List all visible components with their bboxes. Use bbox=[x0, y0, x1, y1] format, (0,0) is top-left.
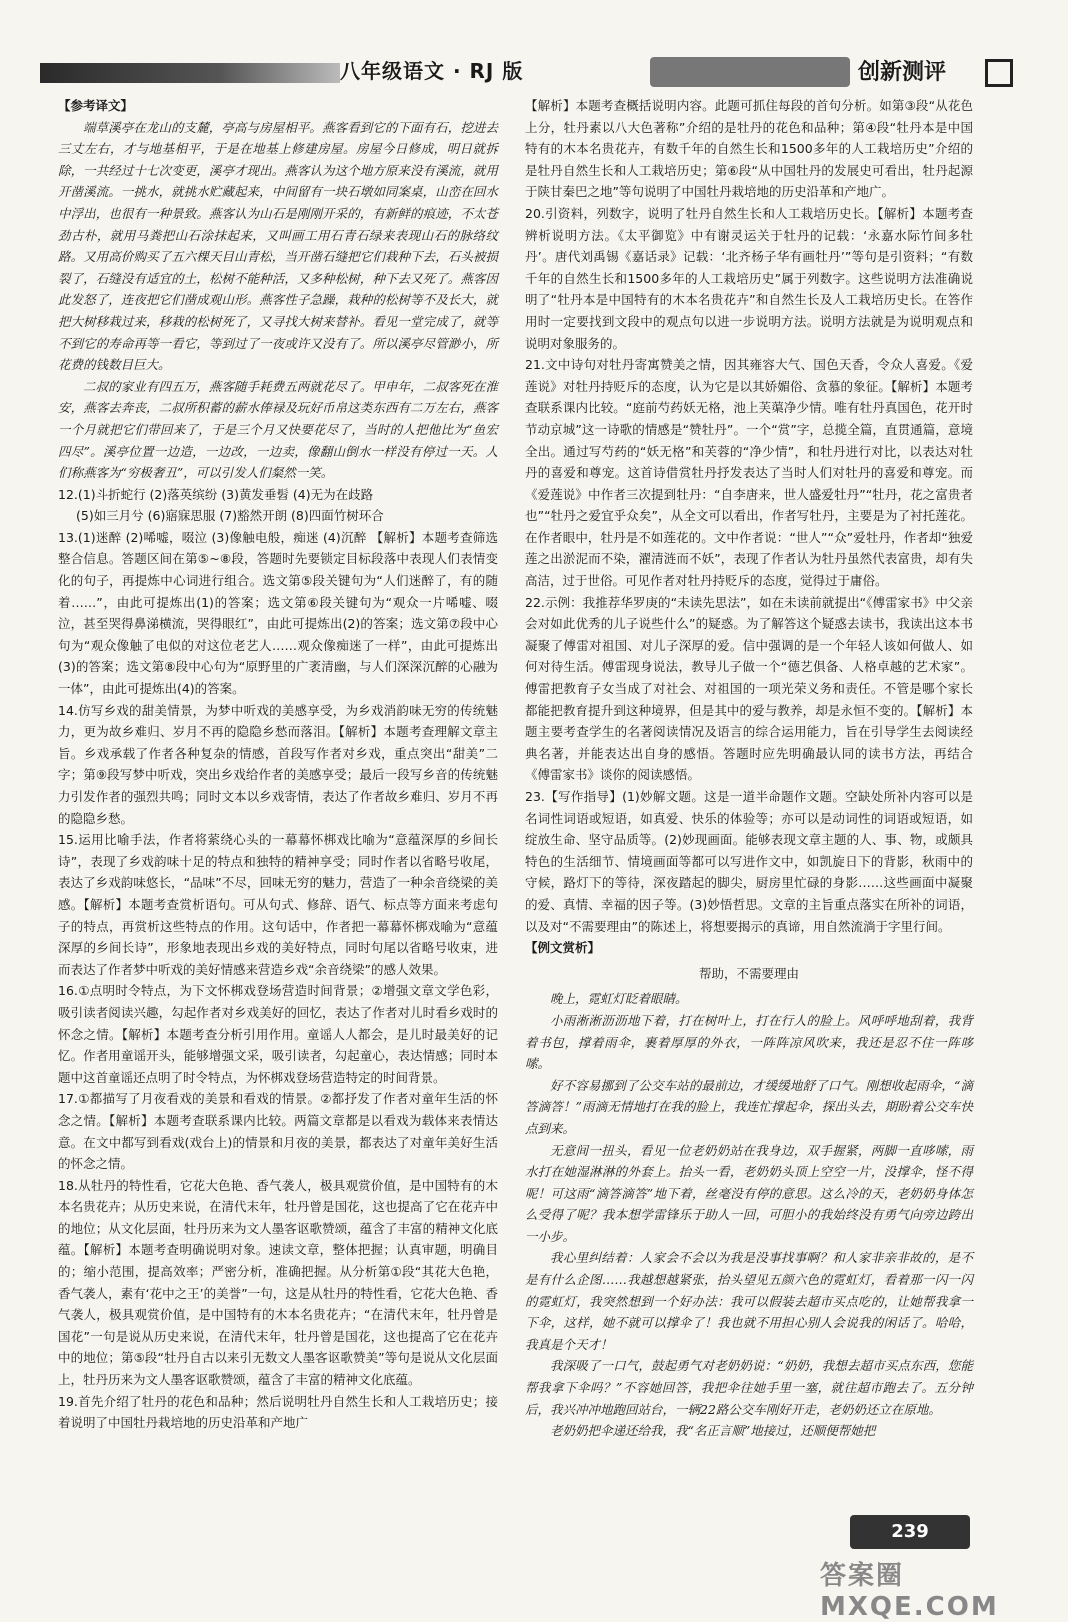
answer-15: 15.运用比喻手法，作者将萦绕心头的一幕幕怀梆戏比喻为“意蕴深厚的乡间长诗”，表现了乡戏韵味十足的特点和独特的精神享受；同时作者以省略号收尾，表达了乡戏韵味悠长，“品味”不尽，回味无穷的魅力，营造了一种余音绕梁的美感。【解析】本题考查赏析语句。可从句式、修辞、语气、标点等方面来考虑句子的特点，再赏析这些特点的作用。这句话中，作者把一幕幕怀梆戏喻为“意蕴深厚的乡间长诗”，形象地表现出乡戏的美好特点，同时句尾以省略号收束，进而表达了作者梦中听戏的美好情感来营造乡戏“余音绕梁”的感人效果。 bbox=[58, 832, 498, 977]
answer-20: 20.引资料，列数字，说明了牡丹自然生长和人工栽培历史长。【解析】本题考查辨析说明方法。《太平御览》中有谢灵运关于牡丹的记载：‘永嘉水际竹间多牡丹’。唐代刘禹锡《嘉话录》记载：‘北齐杨子华有画牡丹’”等句是引资料；“有数千年的自然生长和1500多年的人工栽培历史”属于列数字。这些说明方法准确说明了“牡丹本是中国特有的木本名贵花卉”和自然生长及人工栽培历史长。在答作用时一定要找到文段中的观点句以进一步说明方法。说明方法就是为说明观点和说明对象服务的。 bbox=[525, 205, 973, 351]
answer-12a: 12.(1)斗折蛇行 (2)落英缤纷 (3)黄发垂髫 (4)无为在歧路 bbox=[58, 486, 374, 502]
watermark: 答案圈 MXQE.COM bbox=[820, 1561, 999, 1622]
answer-19-analysis: 【解析】本题考查概括说明内容。此题可抓住每段的首句分析。如第③段“从花色上分，牡丹素以八大色著称”介绍的是牡丹的花色和品种；第④段“牡丹本是中国特有的木本名贵花卉，有数千年的自然生长和1500多年的人工栽培历史”介绍的是牡丹自然生长和人工栽培历史；第⑥段“从中国牡丹的发展史可看出，牡丹起源于陕甘秦巴之地”等句说明了中国牡丹栽培地的历史沿革和产地广。 bbox=[525, 98, 973, 200]
essay-paragraph-6: 我深吸了一口气，鼓起勇气对老奶奶说：“奶奶，我想去超市买点东西，您能帮我拿下伞吗？”不容她回答，我把伞往她手里一塞，就往超市跑去了。五分钟后，我兴冲冲地跑回站台，一辆22路公交车刚好开走，老奶奶还立在原地。 bbox=[525, 1358, 973, 1417]
right-column bbox=[525, 95, 973, 1442]
answer-17: 17.①都描写了月夜看戏的美景和看戏的情景。②都抒发了作者对童年生活的怀念之情。【解析】本题考查联系课内比较。两篇文章都是以看戏为载体来表情达意。在文中都写到看戏(戏台上)的情景和月夜的美景，都表达了对童年美好生活的怀念之情。 bbox=[58, 1091, 498, 1172]
ref-paragraph-1: 端草溪亭在龙山的支麓，亭高与房屋相平。燕客看到它的下面有石，挖进去三丈左右，才与地基相平，于是在地基上修建房屋。房屋今日修成，明日就拆除，一共经过十七次变更，溪亭才现出。燕客认为这个地方原来没有溪流，就用开凿溪流。一挑水，就挑水贮藏起来，中间留有一块石墩如同案桌，山峦在回水中浮出，也很有一种景致。燕客认为山石是刚刚开采的，有新鲜的痕迹，不太苍劲古朴，就用马粪把山石涂抹起来，又叫画工用石青石绿来表现山石的脉络纹路。又用高价购买了五六棵天目山青松，当开凿石缝把它们栽种下去，石头被损裂了，石缝没有适宜的土，松树不能种活，又多种松树，种下去又死了。燕客因此发怒了，连夜把它们凿成观山形。燕客性子急躁，栽种的松树等不及长大，就把大树移栽过来，移栽的松树死了，又寻找大树来替补。看见一堂完成了，就等不到它的寿命再等一看它，等到过了一夜或许又没有了。所以溪亭尽管渺小，所花费的钱数目巨大。 bbox=[58, 119, 498, 373]
essay-paragraph-3: 好不容易挪到了公交车站的最前边，才缓缓地舒了口气。刚想收起雨伞，“滴答滴答！”雨滴无情地打在我的脸上，我连忙撑起伞，探出头去，期盼着公交车快点到来。 bbox=[525, 1077, 973, 1136]
answer-16: 16.①点明时令特点，为下文怀梆戏登场营造时间背景；②增强文章文学色彩，吸引读者阅读兴趣，勾起作者对乡戏美好的回忆，表达了作者对儿时看乡戏时的怀念之情。【解析】本题考查分析引用作用。童谣人人都会，是儿时最美好的记忆。作者用童谣开头，能够增强文采，吸引读者，勾起童心，表达情感；同时本题中这首童谣还点明了时令特点，为怀梆戏登场营造特定的时间背景。 bbox=[58, 983, 498, 1085]
header-brand: 创新测评 bbox=[858, 60, 947, 85]
left-column bbox=[58, 95, 498, 1434]
brand-mark-icon bbox=[985, 59, 1013, 87]
brand-logo-icon bbox=[650, 57, 850, 87]
answer-21: 21.文中诗句对牡丹寄寓赞美之情，因其雍容大气、国色天香，令众人喜爱。《爱莲说》对牡丹持贬斥的态度，认为它是以其娇媚俗、贪慕的象征。【解析】本题考查联系课内比较。“庭前芍药妖无格，池上芙蕖净少情。唯有牡丹真国色，花开时节动京城”这一诗歌的情感是“赞牡丹”。一个“赏”字，总揽全篇，直贯通篇，意境全出。通过写芍药的“妖无格”和芙蓉的“净少情”，和牡丹进行对比，以表达对牡丹的喜爱和尊宠。这首诗借赏牡丹抒发表达了当时人们对牡丹的喜爱和尊宠。而《爱莲说》中作者三次提到牡丹：“自李唐来，世人盛爱牡丹”“牡丹，花之富贵者也”“牡丹之爱宜乎众矣”，从全文可以看出，作者写牡丹，主要是为了衬托莲花。在作者眼中，牡丹是不如莲花的。文中作者说：“世人”“众”爱牡丹，作者却“独爱莲之出淤泥而不染，濯清涟而不妖”，表现了作者认为牡丹虽然代表富贵，却有失高洁，过于世俗。可见作者对牡丹持贬斥的态度，觉得过于庸俗。 bbox=[525, 357, 973, 589]
page-header bbox=[40, 55, 1030, 93]
answer-22: 22.示例：我推荐华罗庚的“未读先思法”，如在未读前就提出“《傅雷家书》中父亲会对如此优秀的儿子说些什么”的疑惑。为了解答这个疑惑去读书，我读出这本书凝聚了傅雷对祖国、对儿子深厚的爱。信中强调的是一个年轻人该如何做人、如何对待生活。傅雷现身说法，教导儿子做一个“德艺俱备、人格卓越的艺术家”。傅雷把教育子女当成了对社会、对祖国的一项光荣义务和责任。不管是哪个家长都能把教育提升到这种境界，但是其中的爱与教养，却是永恒不变的。【解析】本题主要考查学生的名著阅读情况及语言的综合运用能力，旨在引导学生去阅读经典名著，并能表达出自身的感悟。答题时应先明确最认同的读书方法，再结合《傅雷家书》谈你的阅读感悟。 bbox=[525, 594, 973, 783]
header-title: 八年级语文 · RJ 版 bbox=[340, 59, 524, 83]
essay-paragraph-4: 无意间一扭头，看见一位老奶奶站在我身边，双手握紧，两脚一直哆嗦，雨水打在她湿淋淋的外套上。抬头一看，老奶奶头顶上空空一片，没撑伞，怪不得呢！可这雨“滴答滴答”地下着，丝毫没有停的意思。这么冷的天，老奶奶身体怎么受得了呢？我本想学雷锋乐于助人一回，可胆小的我始终没有勇气向旁边跨出一小步。 bbox=[525, 1142, 973, 1244]
essay-paragraph-5: 我心里纠结着：人家会不会以为我是没事找事啊？和人家非亲非故的，是不是有什么企图……我越想越紧张，抬头望见五颜六色的霓虹灯，看着那一闪一闪的霓虹灯，我突然想到一个好办法：我可以假装去超市买点吃的，让她帮我拿一下伞，这样，她不就可以撑伞了！我也就不用担心别人会说我的闲话了。哈哈，我真是个天才！ bbox=[525, 1250, 973, 1352]
essay-paragraph-1: 晚上，霓虹灯眨着眼睛。 bbox=[550, 991, 688, 1007]
answer-23: 23.【写作指导】(1)妙解文题。这是一道半命题作文题。空缺处所补内容可以是名词性词语或短语，如真爱、快乐的体验等；亦可以是动词性的词语或短语，如绽放生命、坚守品质等。(2)妙现画面。能够表现文章主题的人、事、物，或颇具特色的生活细节、情境画面等都可以写进作文中，如凯旋日下的背影，秋雨中的守候，路灯下的等待，深夜踏起的脚尖，厨房里忙碌的身影……这些画面中凝聚的爱、真情、幸福的因子等。(3)妙悟哲思。文章的主旨重点落实在所补的词语，以及对“不需要理由”的陈述上，将想要揭示的真谛，用自然流淌于字里行间。 bbox=[525, 789, 973, 934]
example-heading: 【例文赏析】 bbox=[525, 940, 601, 956]
essay-paragraph-2: 小雨淅淅沥沥地下着，打在树叶上，打在行人的脸上。风呼呼地刮着，我背着书包，撑着雨伞，裹着厚厚的外衣，一阵阵凉风吹来，我还是忍不住一阵哆嗦。 bbox=[525, 1012, 973, 1072]
ref-heading: 【参考译文】 bbox=[58, 98, 134, 113]
answer-18: 18.从牡丹的特性看，它花大色艳、香气袭人，极具观赏价值，是中国特有的木本名贵花卉；从历史来说，在清代末年，牡丹曾是国花，这也提高了它在花卉中的地位；从文化层面，牡丹历来为文人墨客讴歌赞颂，蕴含了丰富的精神文化底蕴。【解析】本题考查明确说明对象。速读文章，整体把握；认真审题，明确目的；缩小范围，提高效率；严密分析，准确把握。从分析第①段“其花大色艳，香气袭人，素有‘花中之王’的美誉”一句，这是从牡丹的特性看，它花大色艳、香气袭人，极具观赏价值，是中国特有的木本名贵花卉；“在清代末年，牡丹曾是国花”一句是说从历史来说，在清代末年，牡丹曾是国花，这也提高了它在花卉中的地位；第⑤段“牡丹自古以来引无数文人墨客讴歌赞美”等句是说从文化层面上，牡丹历来为文人墨客讴歌赞颂，蕴含了丰富的精神文化底蕴。 bbox=[58, 1177, 498, 1388]
header-decor-bar bbox=[40, 63, 340, 83]
essay-paragraph-7: 老奶奶把伞递还给我，我“名正言顺”地接过，还顺便帮她把 bbox=[550, 1423, 876, 1439]
answer-13: 13.(1)迷醉 (2)唏嘘，啜泣 (3)像触电般，痴迷 (4)沉醉 【解析】本题考查筛选整合信息。答题区间在第⑤~⑧段，答题时先要锁定目标段落中表现人们表情变化的句子，再提炼中心词进行组合。选文第⑤段关键句为“人们迷醉了，有的随着……”，由此可提炼出(1)的答案；选文第⑥段关键句为“观众一片唏嘘、啜泣，甚至哭得鼻涕横流，哭得眼红”，由此可提炼出(2)的答案；选文第⑦段中心句为“观众像触了电似的对这位老艺人……观众像痴迷了一样”，由此可提炼出(3)的答案；选文第⑧段中心句为“原野里的广袤清幽，与人们深深沉醉的心融为一体”，由此可提炼出(4)的答案。 bbox=[58, 529, 498, 697]
answer-12b: (5)如三月兮 (6)寤寐思服 (7)豁然开朗 (8)四面竹树环合 bbox=[76, 508, 384, 524]
page-number: 239 bbox=[850, 1515, 970, 1549]
answer-19: 19.首先介绍了牡丹的花色和品种；然后说明牡丹自然生长和人工栽培历史；接着说明了中国牡丹栽培地的历史沿革和产地广 bbox=[58, 1393, 498, 1431]
ref-paragraph-2: 二叔的家业有四五万，燕客随手耗费五两就花尽了。甲申年，二叔客死在淮安，燕客去奔丧，二叔所积蓄的薪水俸禄及玩好币帛这类东西有二万左右，燕客一个月就把它们带回来了，于是三个月又快要花尽了，当时的人把他比为“鱼宏四尽”。溪亭位置一边造，一边改，一边卖，像翻山倒水一样没有停过一天。人们称燕客为“穷极奢丑”，可以引发人们粲然一笑。 bbox=[58, 378, 498, 481]
answer-14: 14.仿写乡戏的甜美情景，为梦中听戏的美感享受，为乡戏消韵味无穷的传统魅力，更为故乡难归、岁月不再的隐隐乡愁而落泪。【解析】本题考查理解文章主旨。乡戏承载了作者各种复杂的情感，首段写作者对乡戏，重点突出“甜美”二字；第⑨段写梦中听戏，突出乡戏给作者的美感享受；最后一段写乡音的传统魅力引发作者的强烈共鸣；同时文本以乡戏寄情，表达了作者故乡难归、岁月不再的隐隐乡愁。 bbox=[58, 702, 498, 826]
essay-title: 帮助，不需要理由 bbox=[698, 965, 799, 981]
